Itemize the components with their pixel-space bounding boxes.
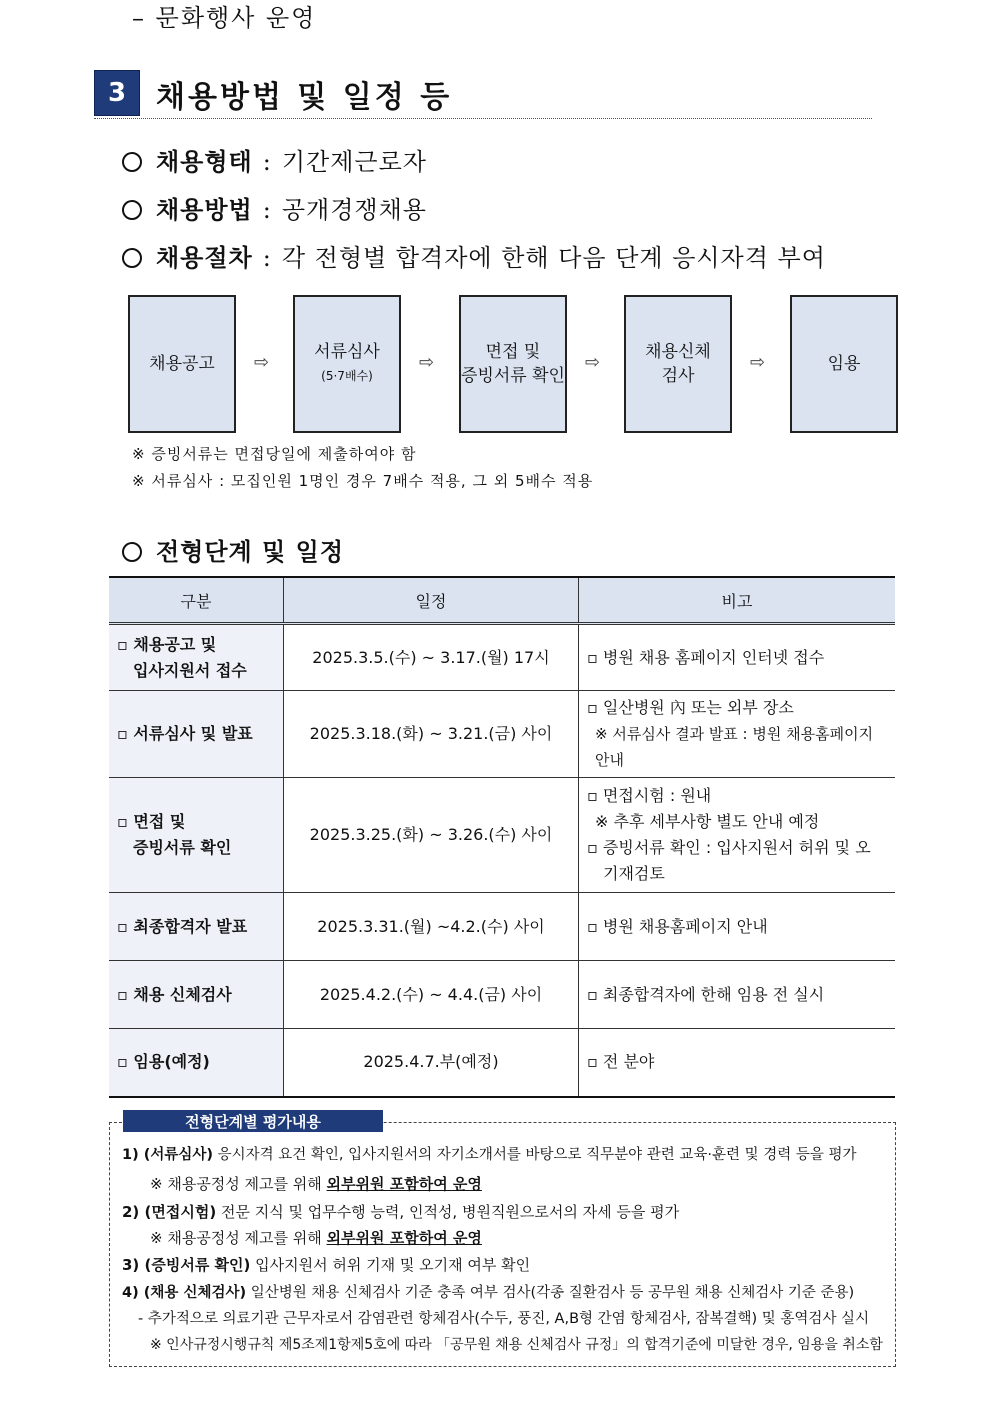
date-cell: 2025.3.5.(수) ~ 3.17.(월) 17시 xyxy=(284,624,579,691)
table-row xyxy=(109,624,895,691)
item-value: 각 전형별 합격자에 한해 다음 단계 응시자격 부여 xyxy=(281,244,826,272)
eval-line-2 xyxy=(150,1173,482,1194)
eval-line-6 xyxy=(122,1281,854,1302)
eval-emphasis: 외부위원 포함하여 운영 xyxy=(326,1175,482,1193)
employment-type-item xyxy=(122,142,427,177)
flow-step-document-screening xyxy=(293,295,401,433)
remark-line: ※ 서류심사 결과 발표 : 병원 채용홈페이지 안내 xyxy=(595,725,874,769)
remark-line: ▫ 병원 채용 홈페이지 인터넷 접수 xyxy=(587,647,825,667)
item-separator: : xyxy=(262,244,272,272)
flow-step-medical-exam xyxy=(624,295,732,433)
schedule-table xyxy=(109,576,895,1098)
flow-step-label: 서류심사 xyxy=(314,342,380,362)
date-cell: 2025.3.18.(화) ~ 3.21.(금) 사이 xyxy=(284,691,579,778)
remark-line: ▫ 면접시험 : 원내 xyxy=(587,786,712,805)
flow-arrow-icon: ⇨ xyxy=(254,352,270,373)
remarks-cell xyxy=(579,893,896,961)
eval-line-1 xyxy=(122,1143,856,1164)
flow-step-announcement xyxy=(128,295,236,433)
flow-step-label: 채용신체 xyxy=(645,342,711,362)
stage-cell xyxy=(109,893,284,961)
stage-line: ▫ 면접 및 xyxy=(117,812,186,831)
circle-bullet-icon xyxy=(122,248,142,268)
remarks-cell xyxy=(579,624,896,691)
item-label: 채용절차 xyxy=(156,244,253,272)
remark-line: 기재검토 xyxy=(603,864,665,883)
top-bullet-line: – 문화행사 운영 xyxy=(132,4,317,32)
flow-arrow-icon: ⇨ xyxy=(750,352,766,373)
section-header xyxy=(94,70,872,119)
flow-step-label-2: 검사 xyxy=(661,366,695,386)
eval-line-7: - 추가적으로 의료기관 근무자로서 감염관련 항체검사(수두, 풍진, A,B형 간염 항체검사, 잠복결핵) 및 홍역검사 실시 xyxy=(138,1311,870,1327)
header-stage: 구분 xyxy=(109,577,284,624)
flow-step-label: 채용공고 xyxy=(149,354,215,374)
stage-line: ▫ 채용 신체검사 xyxy=(117,984,232,1004)
table-row xyxy=(109,1029,895,1097)
eval-head: 1) (서류심사) xyxy=(122,1147,214,1163)
flow-step-label: 임용 xyxy=(827,354,861,374)
date-cell: 2025.4.2.(수) ~ 4.4.(금) 사이 xyxy=(284,961,579,1029)
date-cell: 2025.4.7.부(예정) xyxy=(284,1029,579,1097)
remarks-cell xyxy=(579,1029,896,1097)
section-title: 채용방법 및 일정 등 xyxy=(156,80,453,115)
flow-arrow-icon: ⇨ xyxy=(419,352,435,373)
eval-text: 입사지원서 허위 기재 및 오기재 여부 확인 xyxy=(250,1256,531,1274)
eval-head: 3) (증빙서류 확인) xyxy=(122,1256,251,1274)
recruitment-method-item xyxy=(122,190,427,225)
remark-line: ※ 추후 세부사항 별도 안내 예정 xyxy=(595,812,820,831)
note-line: ※ 서류심사 : 모집인원 1명인 경우 7배수 적용, 그 외 5배수 적용 xyxy=(132,472,594,490)
stage-line: ▫ 최종합격자 발표 xyxy=(117,916,248,936)
eval-text: ※ 채용공정성 제고를 위해 xyxy=(150,1229,327,1247)
remarks-cell xyxy=(579,961,896,1029)
remark-line: ▫ 증빙서류 확인 : 입사지원서 허위 및 오 xyxy=(587,838,871,857)
evaluation-tag: 전형단계별 평가내용 xyxy=(123,1110,383,1132)
eval-emphasis: 외부위원 포함하여 운영 xyxy=(326,1229,482,1247)
flow-step-appointment xyxy=(790,295,898,433)
stage-line: ▫ 채용공고 및 xyxy=(117,634,217,654)
stage-cell xyxy=(109,624,284,691)
table-header-row xyxy=(109,577,895,624)
stage-cell xyxy=(109,961,284,1029)
date-cell: 2025.3.25.(화) ~ 3.26.(수) 사이 xyxy=(284,778,579,893)
item-label: 채용방법 xyxy=(156,196,253,224)
eval-head: 2) (면접시험) xyxy=(122,1203,217,1221)
item-separator: : xyxy=(262,148,272,176)
item-value: 기간제근로자 xyxy=(281,148,427,176)
evaluation-box xyxy=(109,1122,896,1367)
header-remarks: 비고 xyxy=(579,577,896,624)
stage-line: ▫ 임용(예정) xyxy=(117,1052,210,1072)
circle-bullet-icon xyxy=(122,542,142,562)
eval-line-5 xyxy=(122,1254,530,1275)
eval-text: ※ 채용공정성 제고를 위해 xyxy=(150,1175,327,1193)
note-line: ※ 증빙서류는 면접당일에 제출하여야 함 xyxy=(132,445,417,463)
circle-bullet-icon xyxy=(122,200,142,220)
table-row xyxy=(109,778,895,893)
remark-line: ▫ 최종합격자에 한해 임용 전 실시 xyxy=(587,984,825,1004)
eval-text: 응시자격 요건 확인, 입사지원서의 자기소개서를 바탕으로 직무분야 관련 교육·훈련 및 경력 등을 평가 xyxy=(213,1147,857,1163)
eval-head: 4) (채용 신체검사) xyxy=(122,1285,247,1301)
schedule-heading: 전형단계 및 일정 xyxy=(156,538,344,566)
eval-line-4 xyxy=(150,1227,482,1248)
date-cell: 2025.3.31.(월) ~4.2.(수) 사이 xyxy=(284,893,579,961)
schedule-heading-item xyxy=(122,532,344,567)
remark-line: ▫ 병원 채용홈페이지 안내 xyxy=(587,916,768,936)
flow-step-label: 면접 및 xyxy=(485,342,541,362)
item-label: 채용형태 xyxy=(156,148,253,176)
circle-bullet-icon xyxy=(122,152,142,172)
flow-step-interview xyxy=(459,295,567,433)
flow-arrow-icon: ⇨ xyxy=(585,352,601,373)
header-date: 일정 xyxy=(284,577,579,624)
eval-text: 일산병원 채용 신체검사 기준 충족 여부 검사(각종 질환검사 등 공무원 채용 신체검사 기준 준용) xyxy=(246,1285,855,1301)
remark-line: ▫ 일산병원 內 또는 외부 장소 xyxy=(587,698,794,717)
stage-line: ▫ 서류심사 및 발표 xyxy=(117,724,253,743)
flow-step-label-2: 증빙서류 확인 xyxy=(461,366,565,386)
table-row xyxy=(109,691,895,778)
eval-line-8: ※ 인사규정시행규칙 제5조제1항제5호에 따라 「공무원 채용 신체검사 규정」의 합격기준에 미달한 경우, 임용을 취소함 xyxy=(150,1337,883,1353)
stage-cell xyxy=(109,778,284,893)
eval-text: 전문 지식 및 업무수행 능력, 인적성, 병원직원으로서의 자세 등을 평가 xyxy=(216,1203,680,1221)
stage-line: 증빙서류 확인 xyxy=(133,838,232,857)
flow-step-sublabel: (5·7배수) xyxy=(321,369,373,383)
remarks-cell xyxy=(579,778,896,893)
stage-line: 입사지원서 접수 xyxy=(133,660,247,680)
remarks-cell xyxy=(579,691,896,778)
remark-line: ▫ 전 분야 xyxy=(587,1052,655,1072)
item-value: 공개경쟁채용 xyxy=(281,196,427,224)
item-separator: : xyxy=(262,196,272,224)
table-row xyxy=(109,961,895,1029)
stage-cell xyxy=(109,1029,284,1097)
recruitment-procedure-item xyxy=(122,238,826,273)
table-row xyxy=(109,893,895,961)
section-number-badge: 3 xyxy=(94,70,140,116)
eval-line-3 xyxy=(122,1201,679,1222)
stage-cell xyxy=(109,691,284,778)
